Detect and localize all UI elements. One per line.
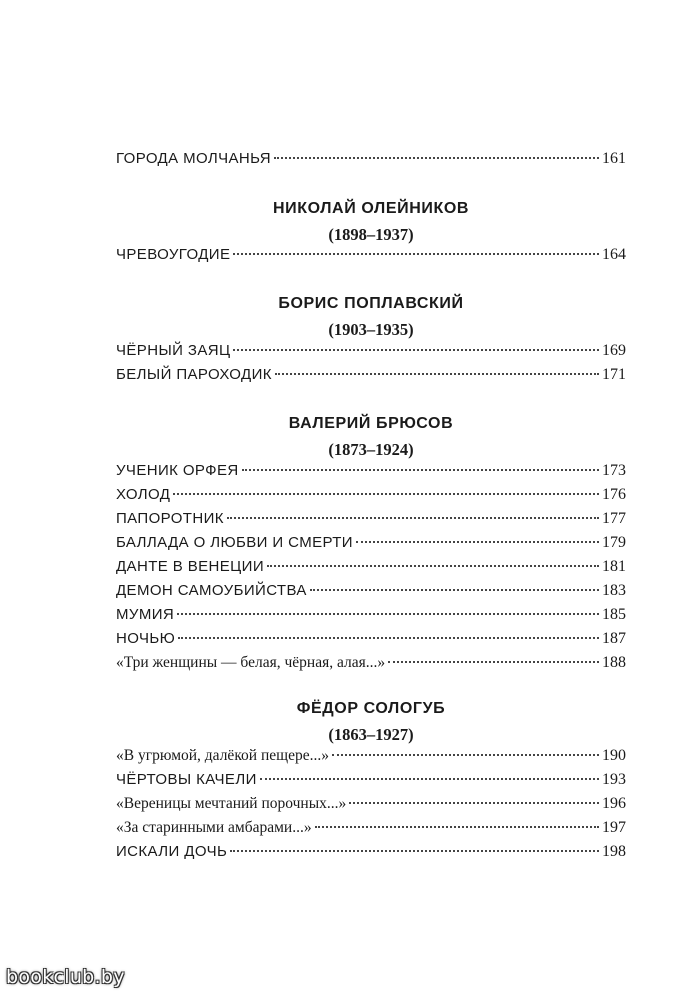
- toc-entry: [116, 606, 626, 630]
- toc-entry-title: БАЛЛАДА О ЛЮБВИ И СМЕРТИ: [116, 534, 353, 551]
- toc-leader-dots: [242, 469, 599, 471]
- toc-entry: [116, 342, 626, 366]
- toc-leader-dots: [178, 637, 599, 639]
- toc-leader-dots: [349, 802, 599, 804]
- toc-entry-title: МУМИЯ: [116, 606, 175, 623]
- toc-entry-title: ХОЛОД: [116, 486, 171, 503]
- toc-entry-title: «Вереницы мечтаний порочных...»: [116, 795, 347, 812]
- toc-entry-page: 177: [602, 510, 626, 527]
- toc-entry-title: ДАНТЕ В ВЕНЕЦИИ: [116, 558, 265, 575]
- toc-leader-dots: [260, 778, 599, 780]
- toc-leader-dots: [233, 253, 599, 255]
- toc-entry-page: 183: [602, 582, 626, 599]
- toc-entry-title: ПАПОРОТНИК: [116, 510, 224, 527]
- toc-entry-title: «За старинными амбарами...»: [116, 819, 312, 836]
- toc-leader-dots: [332, 754, 599, 756]
- toc-entry: [116, 747, 626, 771]
- author-name: ВАЛЕРИЙ БРЮСОВ: [288, 415, 454, 432]
- toc-entry-page: 173: [602, 462, 626, 479]
- toc-entry-page: 196: [602, 795, 626, 812]
- author-name: ФЁДОР СОЛОГУБ: [296, 700, 446, 717]
- toc-entry-title: ГОРОДА МОЛЧАНЬЯ: [116, 150, 271, 167]
- toc-entry: [116, 795, 626, 819]
- toc-entry: [116, 819, 626, 843]
- toc-entry: [116, 843, 626, 867]
- author-name: БОРИС ПОПЛАВСКИЙ: [278, 295, 464, 312]
- author-years: (1873–1924): [328, 440, 414, 459]
- toc-entry-title: «В угрюмой, далёкой пещере...»: [116, 747, 329, 764]
- toc-entry: [116, 654, 626, 678]
- toc-entry-page: 161: [602, 150, 626, 167]
- toc-entry-title: ЧРЕВОУГОДИЕ: [116, 246, 231, 263]
- toc-entry-page: 198: [602, 843, 626, 860]
- toc-leader-dots: [230, 850, 599, 852]
- watermark-text: bookclub.by: [6, 966, 125, 988]
- toc-entry-title: ЧЁРНЫЙ ЗАЯЦ: [116, 342, 231, 359]
- toc-entry-page: 176: [602, 486, 626, 503]
- toc-leader-dots: [177, 613, 599, 615]
- toc-entry: [116, 486, 626, 510]
- toc-entry: [116, 510, 626, 534]
- toc-entry-page: 197: [602, 819, 626, 836]
- toc-leader-dots: [275, 373, 599, 375]
- toc-entry-title: ИСКАЛИ ДОЧЬ: [116, 843, 228, 860]
- toc-entry-page: 171: [602, 366, 626, 383]
- toc-entry-page: 193: [602, 771, 626, 788]
- toc-entry: [116, 582, 626, 606]
- toc-entry-page: 179: [602, 534, 626, 551]
- toc-entry-page: 169: [602, 342, 626, 359]
- toc-entry: [116, 558, 626, 582]
- toc-entry-title: ДЕМОН САМОУБИЙСТВА: [116, 582, 307, 599]
- toc-entry: [116, 150, 626, 174]
- toc-entry-page: 181: [602, 558, 626, 575]
- toc-entry: [116, 771, 626, 795]
- toc-entry: [116, 462, 626, 486]
- toc-entry: [116, 246, 626, 270]
- author-years: (1863–1927): [328, 725, 414, 744]
- toc-leader-dots: [227, 517, 599, 519]
- author-years: (1903–1935): [328, 320, 414, 339]
- toc-entry-title: УЧЕНИК ОРФЕЯ: [116, 462, 239, 479]
- toc-entry: [116, 630, 626, 654]
- toc-entry: [116, 366, 626, 390]
- toc-entry: [116, 534, 626, 558]
- toc-leader-dots: [315, 826, 599, 828]
- toc-entry-page: 190: [602, 747, 626, 764]
- toc-leader-dots: [267, 565, 599, 567]
- toc-leader-dots: [173, 493, 599, 495]
- toc-leader-dots: [274, 157, 599, 159]
- toc-entry-title: БЕЛЫЙ ПАРОХОДИК: [116, 366, 272, 383]
- toc-leader-dots: [356, 541, 599, 543]
- toc-leader-dots: [233, 349, 599, 351]
- toc-entry-page: 188: [602, 654, 626, 671]
- author-years: (1898–1937): [328, 225, 414, 244]
- toc-entry-page: 185: [602, 606, 626, 623]
- toc-entry-title: НОЧЬЮ: [116, 630, 176, 647]
- author-name: НИКОЛАЙ ОЛЕЙНИКОВ: [272, 200, 470, 217]
- toc-entry-page: 164: [602, 246, 626, 263]
- toc-entry-title: ЧЁРТОВЫ КАЧЕЛИ: [116, 771, 257, 788]
- toc-leader-dots: [310, 589, 599, 591]
- toc-entry-page: 187: [602, 630, 626, 647]
- toc-leader-dots: [388, 661, 599, 663]
- toc-entry-title: «Три женщины — белая, чёрная, алая...»: [116, 654, 386, 671]
